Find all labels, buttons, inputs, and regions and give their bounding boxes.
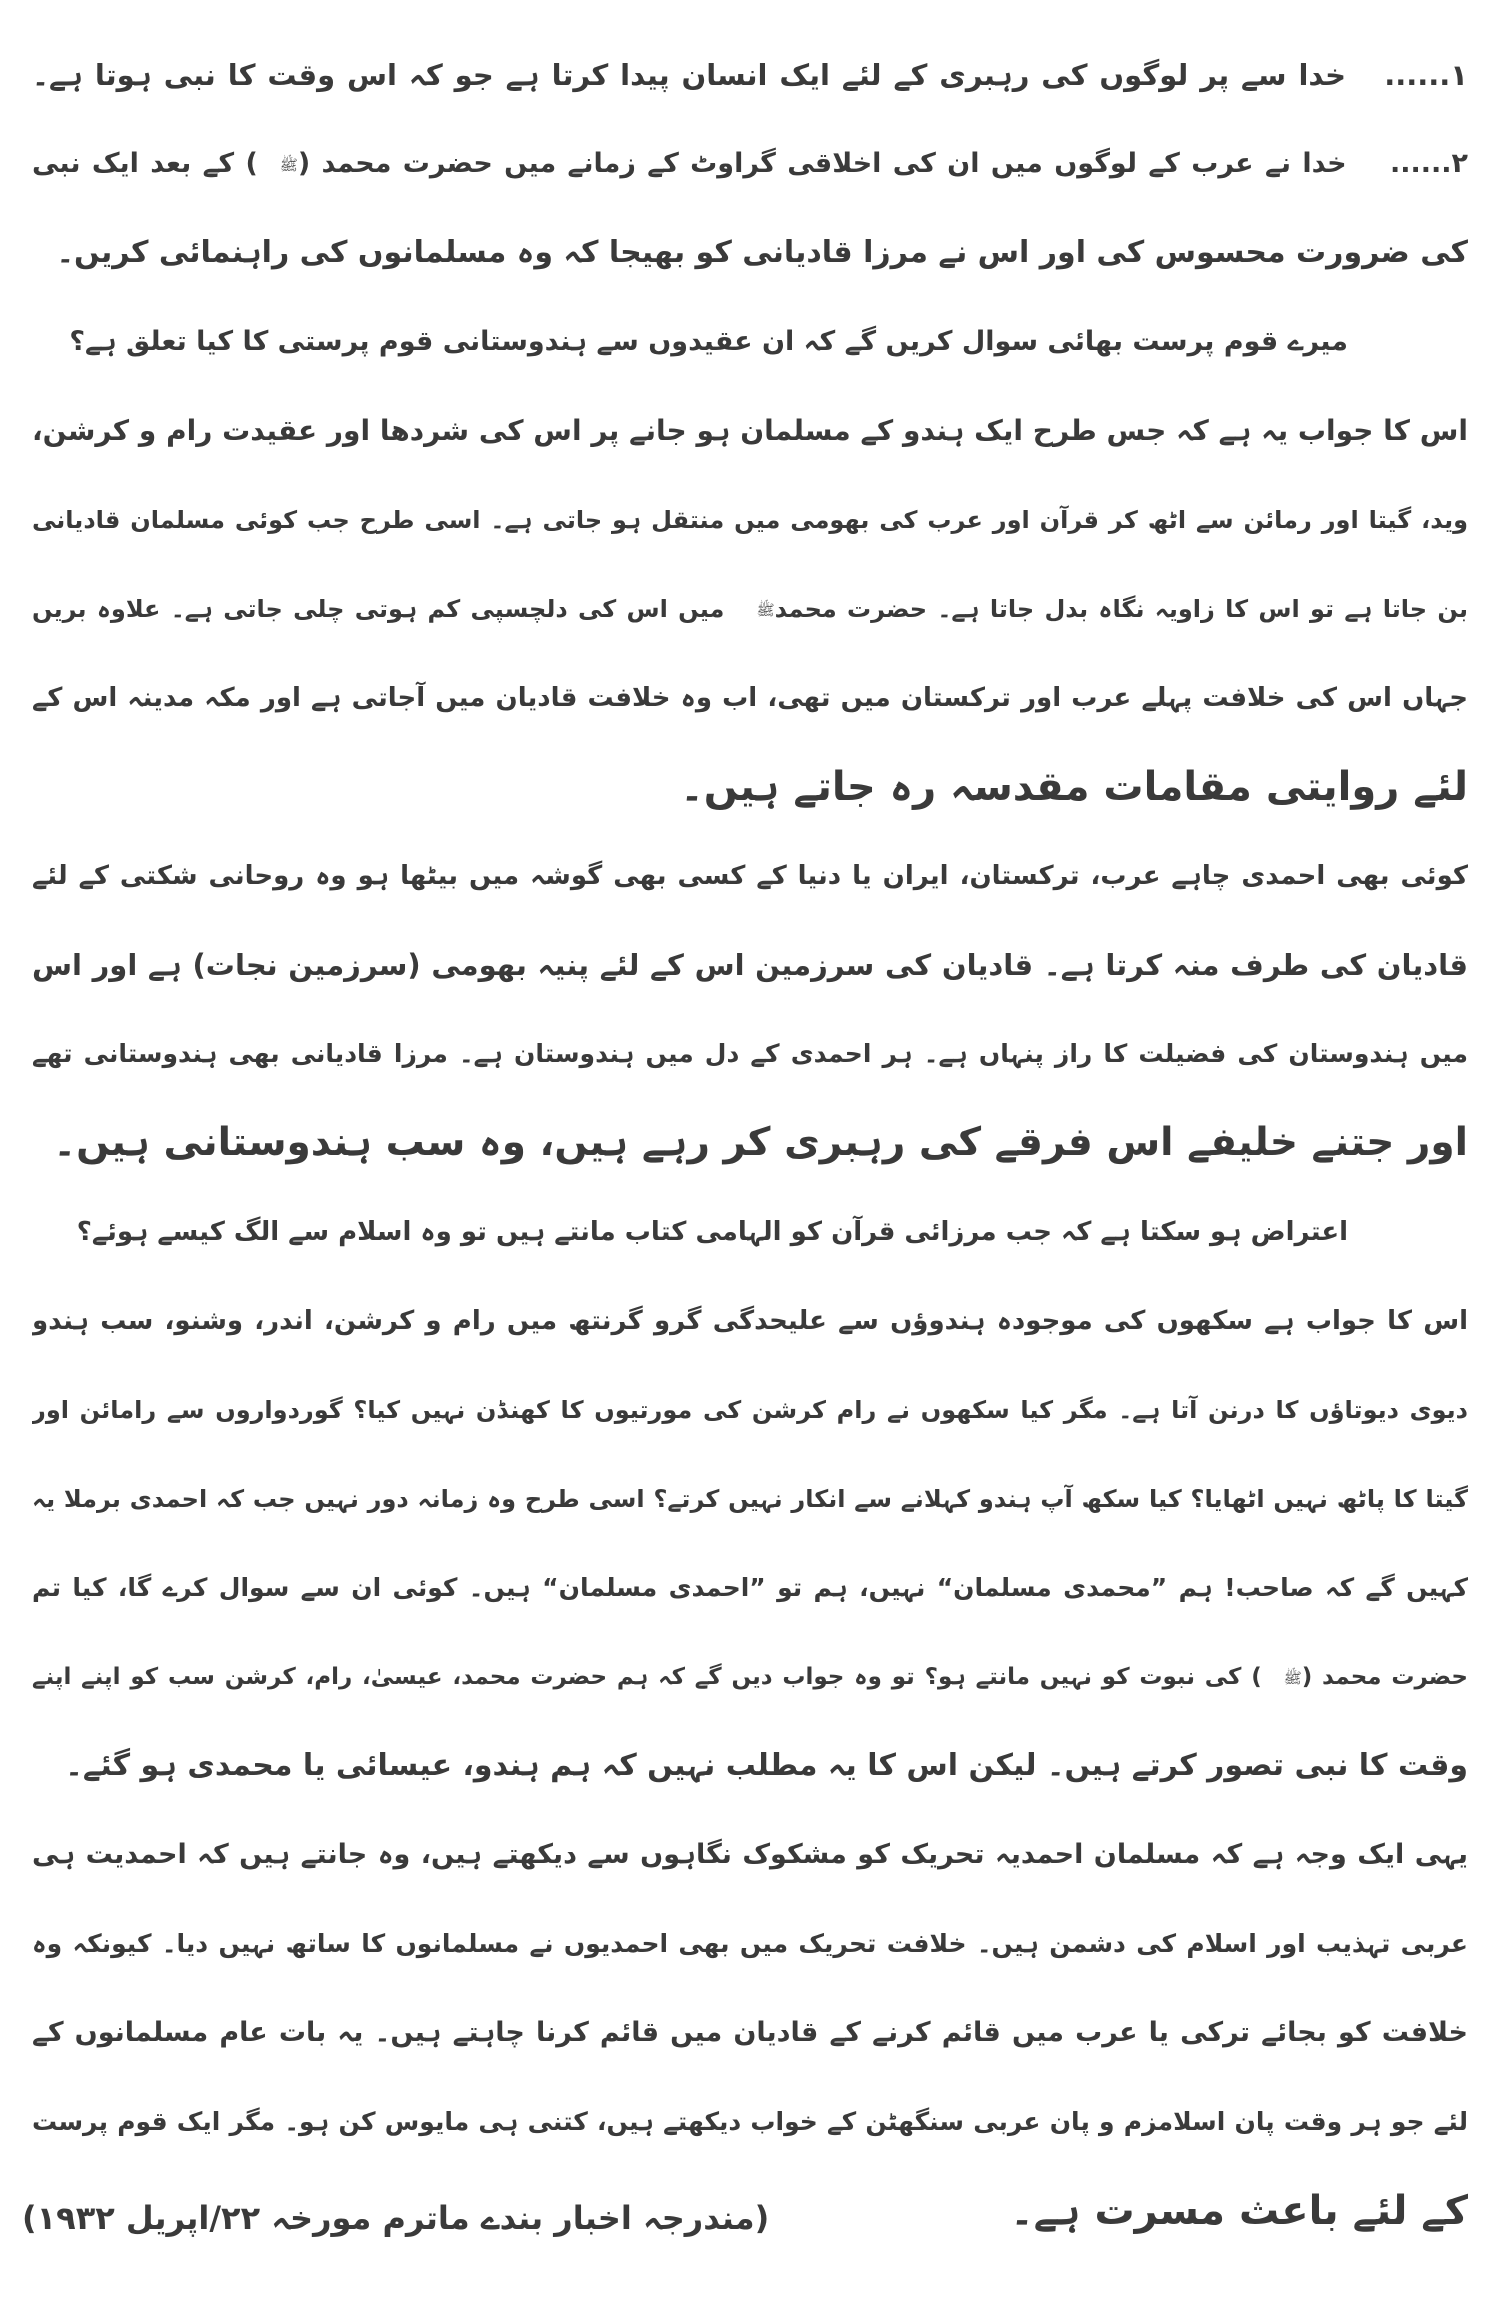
paragraph-end-line: کے لئے باعث مسرت ہے۔ — [1010, 2188, 1468, 2234]
numbered-point-1 — [32, 40, 1468, 110]
text-line: لئے جو ہر وقت پان اسلامزم و پان عربی سنگھٹن کے خواب دیکھتے ہیں، کتنی ہی مایوس کن ہو۔ مگر ایک قوم پرست — [32, 2107, 1468, 2136]
text-line: اس کا جواب یہ ہے کہ جس طرح ایک ہندو کے مسلمان ہو جانے پر اس کی شردھا اور عقیدت رام و کرشن، — [32, 414, 1468, 447]
point-text-end: ) کے بعد ایک نبی — [32, 148, 258, 179]
salutation-glyph: ﷺ — [756, 601, 775, 619]
text-line: عربی تہذیب اور اسلام کی دشمن ہیں۔ خلافت تحریک میں بھی احمدیوں نے مسلمانوں کا ساتھ نہیں دیا۔ کیونکہ وہ — [32, 1929, 1468, 1958]
text-line: میں ہندوستان کی فضیلت کا راز پنہاں ہے۔ ہر احمدی کے دل میں ہندوستان ہے۔ مرزا قادیانی بھی ہندوستانی تھے — [32, 1039, 1468, 1068]
line-text-end: میں اس کی دلچسپی کم ہوتی چلی جاتی ہے۔ علاوہ بریں — [32, 595, 735, 623]
point-text: خدا سے پر لوگوں کی رہبری کے لئے ایک انسان پیدا کرتا ہے جو کہ اس وقت کا نبی ہوتا ہے۔ — [32, 58, 1347, 92]
line-text-start: بن جاتا ہے تو اس کا زاویہ نگاہ بدل جاتا ہے۔ حضرت محمد — [774, 595, 1468, 623]
text-line: دیوی دیوتاؤں کا درنن آتا ہے۔ مگر کیا سکھوں نے رام کرشن کی مورتیوں کا کھنڈن نہیں کیا؟ گوردواروں سے رامائن اور — [32, 1396, 1468, 1424]
paragraph-end-line: وقت کا نبی تصور کرتے ہیں۔ لیکن اس کا یہ مطلب نہیں کہ ہم ہندو، عیسائی یا محمدی ہو گئے۔ — [65, 1748, 1468, 1783]
paragraph-start-line: یہی ایک وجہ ہے کہ مسلمان احمدیہ تحریک کو مشکوک نگاہوں سے دیکھتے ہیں، وہ جانتے ہیں کہ احمدیت ہی — [32, 1839, 1468, 1870]
salutation-glyph: ﷺ — [1283, 1668, 1302, 1687]
numbered-point-2 — [32, 129, 1468, 199]
source-citation: (مندرجہ اخبار بندے ماترم مورخہ ۲۲/اپریل ۱۹۳۲) — [22, 2199, 770, 2237]
text-line — [32, 1642, 1468, 1712]
text-line: قادیان کی طرف منہ کرتا ہے۔ قادیان کی سرزمین اس کے لئے پنیہ بھومی (سرزمین نجات) ہے اور اس — [32, 948, 1468, 982]
text-line: اس کا جواب ہے سکھوں کی موجودہ ہندوؤں سے علیحدگی گرو گرنتھ میں رام و کرشن، اندر، وشنو، سب ہندو — [32, 1306, 1468, 1336]
point-text-start: خدا نے عرب کے لوگوں میں ان کی اخلاقی گراوٹ کے زمانے میں حضرت محمد ( — [297, 148, 1347, 179]
paragraph-end-line: اور جتنے خلیفے اس فرقے کی رہبری کر رہے ہیں، وہ سب ہندوستانی ہیں۔ — [53, 1120, 1468, 1165]
text-line: خلافت کو بجائے ترکی یا عرب میں قائم کرنے کے قادیان میں قائم کرنا چاہتے ہیں۔ یہ بات عام مسلمانوں کے — [32, 2017, 1468, 2048]
paragraph-start-line: اعتراض ہو سکتا ہے کہ جب مرزائی قرآن کو الہامی کتاب مانتے ہیں تو وہ اسلام سے الگ کیسے ہوئے؟ — [76, 1217, 1348, 1247]
text-line — [32, 574, 1468, 644]
text-line: وید، گیتا اور رمائن سے اٹھ کر قرآن اور عرب کی بھومی میں منتقل ہو جاتی ہے۔ اسی طرح جب کوئی مسلمان قادیانی — [32, 506, 1468, 534]
point-number: ۱...... — [1384, 58, 1468, 92]
text-line: گیتا کا پاٹھ نہیں اٹھایا؟ کیا سکھ آپ ہندو کہلانے سے انکار نہیں کرتے؟ اسی طرح وہ زمانہ دور نہیں جب کہ احمدی برملا یہ — [32, 1485, 1468, 1513]
paragraph-start-line: کوئی بھی احمدی چاہے عرب، ترکستان، ایران یا دنیا کے کسی بھی گوشہ میں بیٹھا ہو وہ روحانی شکتی کے لئے — [32, 861, 1468, 891]
text-line: جہاں اس کی خلافت پہلے عرب اور ترکستان میں تھی، اب وہ خلافت قادیان میں آجاتی ہے اور مکہ مدینہ اس کے — [32, 683, 1468, 713]
line-text-end: ) کی نبوت کو نہیں مانتے ہو؟ تو وہ جواب دیں گے کہ ہم حضرت محمد، عیسیٰ، رام، کرشن سب کو اپنے اپنے — [32, 1664, 1262, 1690]
text-line: کی ضرورت محسوس کی اور اس نے مرزا قادیانی کو بھیجا کہ وہ مسلمانوں کی راہنمائی کریں۔ — [56, 235, 1468, 270]
text-line: کہیں گے کہ صاحب! ہم ”محمدی مسلمان“ نہیں، ہم تو ”احمدی مسلمان“ ہیں۔ کوئی ان سے سوال کرے گا، کیا تم — [32, 1573, 1468, 1602]
point-number: ۲...... — [1389, 148, 1468, 179]
paragraph-start-line: میرے قوم پرست بھائی سوال کریں گے کہ ان عقیدوں سے ہندوستانی قوم پرستی کا کیا تعلق ہے؟ — [69, 326, 1348, 357]
paragraph-end-line: لئے روایتی مقامات مقدسہ رہ جاتے ہیں۔ — [680, 764, 1468, 810]
line-text-start: حضرت محمد ( — [1301, 1664, 1468, 1690]
salutation-glyph: ﷺ — [279, 155, 298, 174]
